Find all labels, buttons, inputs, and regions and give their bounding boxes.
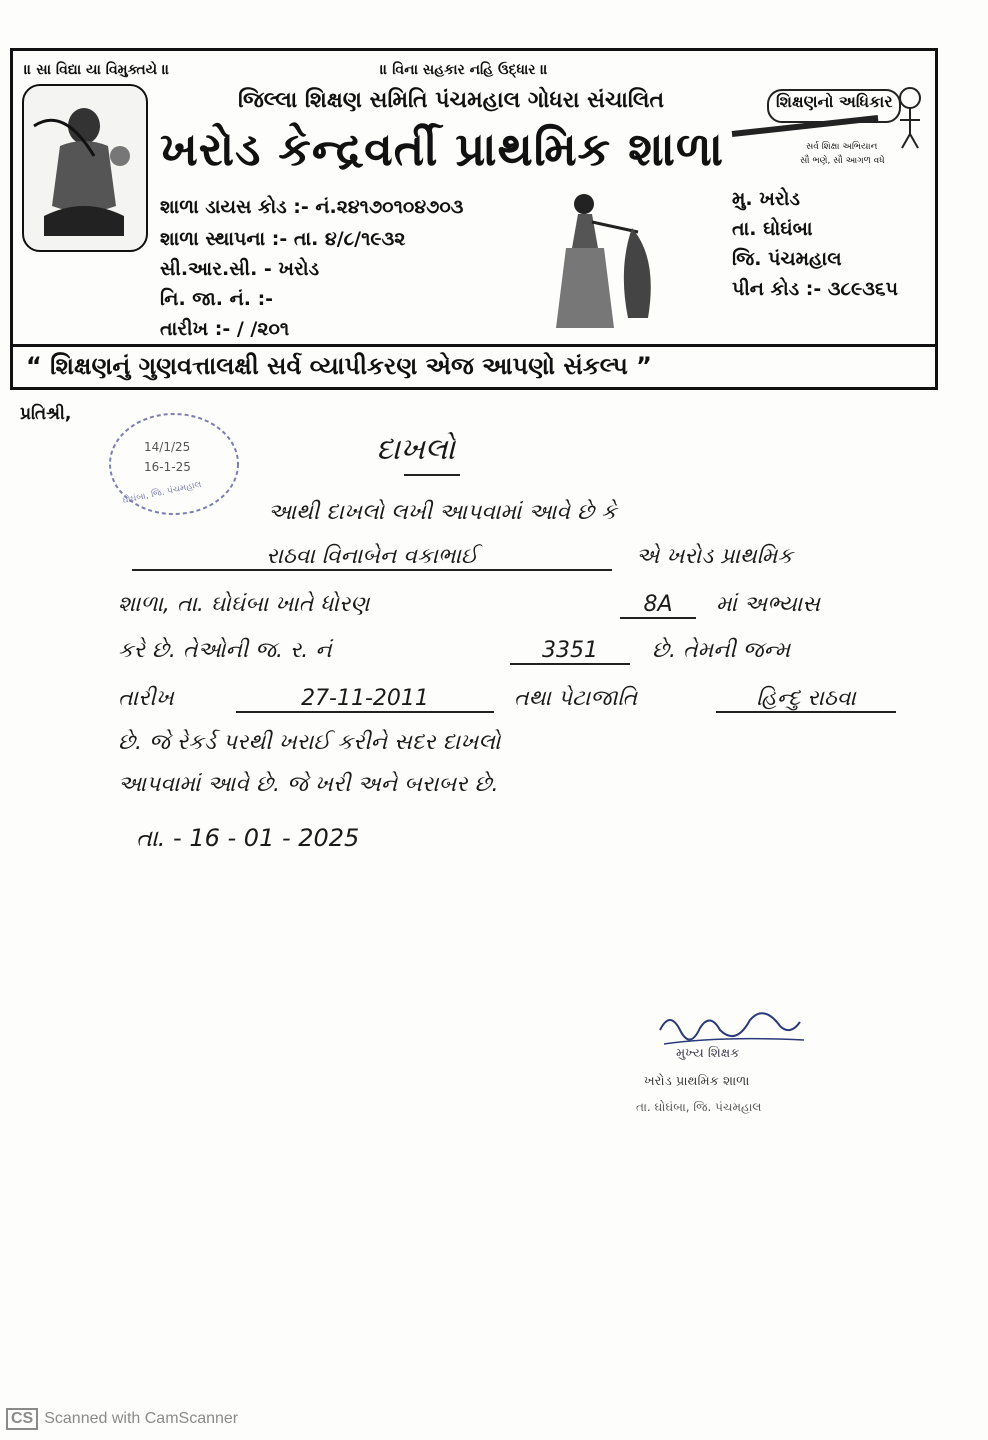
camscanner-logo: CS [6, 1408, 38, 1430]
motto: “ શિક્ષણનું ગુણવત્તાલક્ષી સર્વ વ્યાપીકરણ એજ આપણો સંકલ્પ ” [26, 352, 652, 380]
district: જિ. પંચમહાલ [732, 248, 842, 270]
camscanner-text: Scanned with CamScanner [44, 1410, 239, 1427]
letter-line-5-mid: તથા પેટાજાતિ [514, 686, 638, 711]
camscanner-watermark [6, 1408, 238, 1430]
village: મુ. ખરોડ [732, 188, 800, 210]
badge-label: શિક્ષણનો અધિકાર [776, 92, 893, 111]
copy-to: પ્રતિશ્રી, [20, 404, 72, 424]
stamp-place: ઘોઘંબા, જિ. પંચમહાલ [121, 479, 203, 507]
birth-date: 27-11-2011 [236, 686, 494, 713]
letter-line-2: એ ખરોડ પ્રાથમિક [636, 544, 793, 569]
letter-line-7: આપવામાં આવે છે. જે ખરી અને બરાબર છે. [118, 772, 499, 797]
stamp-date: 16-1-25 [144, 460, 191, 474]
office-stamp [104, 408, 244, 520]
taluka: તા. ઘોઘંબા [732, 218, 813, 240]
letter-line-4-suffix: છે. તેમની જન્મ [652, 638, 791, 663]
established-date: શાળા સ્થાપના :- તા. ૪/૮/૧૯૩૨ [160, 228, 406, 250]
letter-line-5: તારીખ [118, 686, 174, 711]
letter-line-1: આથી દાખલો લખી આપવામાં આવે છે કે [268, 500, 617, 525]
issue-date: તા. - 16 - 01 - 2025 [136, 824, 360, 852]
school-name: ખરોડ કેન્દ્રવર્તી પ્રાથમિક શાળા [160, 122, 725, 176]
standard-value: 8A [620, 592, 696, 619]
sign-place: તા. ઘોઘંબા, જિ. પંચમહાલ [636, 1100, 762, 1114]
letter-line-3-suffix: માં અભ્યાસ [716, 592, 820, 617]
letter-line-3: શાળા, તા. ઘોઘંબા ખાતે ધોરણ [118, 592, 370, 617]
letter-date: તારીખ :- / /૨૦૧ [160, 318, 290, 340]
top-center-slogan: ॥ વિના સહકાર નહિ ઉદ્ધાર ॥ [380, 62, 548, 78]
caste-value: હિન્દુ રાઠવા [716, 686, 896, 713]
sign-school: ખરોડ પ્રાથમિક શાળા [644, 1074, 750, 1089]
sign-title: મુખ્ય શિક્ષક [676, 1046, 740, 1061]
heading-underline [404, 474, 460, 476]
crc-line: સી.આર.સી. - ખરોડ [160, 258, 320, 280]
pincode: પીન કોડ :- ૩૮૯૩૬૫ [732, 278, 898, 300]
dise-code: શાળા ડાયસ કોડ :- નં.૨૪૧૭૦૧૦૪૭૦૩ [160, 196, 464, 218]
badge-subtitle: સર્વ શિક્ષા અભિયાન [806, 142, 878, 152]
top-left-slogan: ॥ સા વિદ્યા યા વિમુક્તયે ॥ [24, 62, 170, 78]
girl-watering-illustration [548, 188, 678, 338]
student-name: રાઠવા વિનાબેન વકાભાઈ [132, 544, 612, 571]
stamp-received-date: 14/1/25 [144, 440, 191, 454]
register-number: 3351 [510, 638, 630, 665]
letter-line-4: કરે છે. તેઓની જ. ર. નં [118, 638, 332, 663]
letter-line-6: છે. જે રેકર્ડ પરથી ખરાઈ કરીને સદર દાખલો [118, 730, 501, 755]
organization-line: જિલ્લા શિક્ષણ સમિતિ પંચમહાલ ગોધરા સંચાલિત [238, 88, 665, 113]
letter-heading: દાખલો [376, 432, 455, 467]
outward-number: નિ. જા. નં. :- [160, 288, 274, 310]
saraswati-logo [22, 84, 148, 252]
badge-tagline: સૌ ભણે, સૌ આગળ વધે [800, 156, 885, 166]
